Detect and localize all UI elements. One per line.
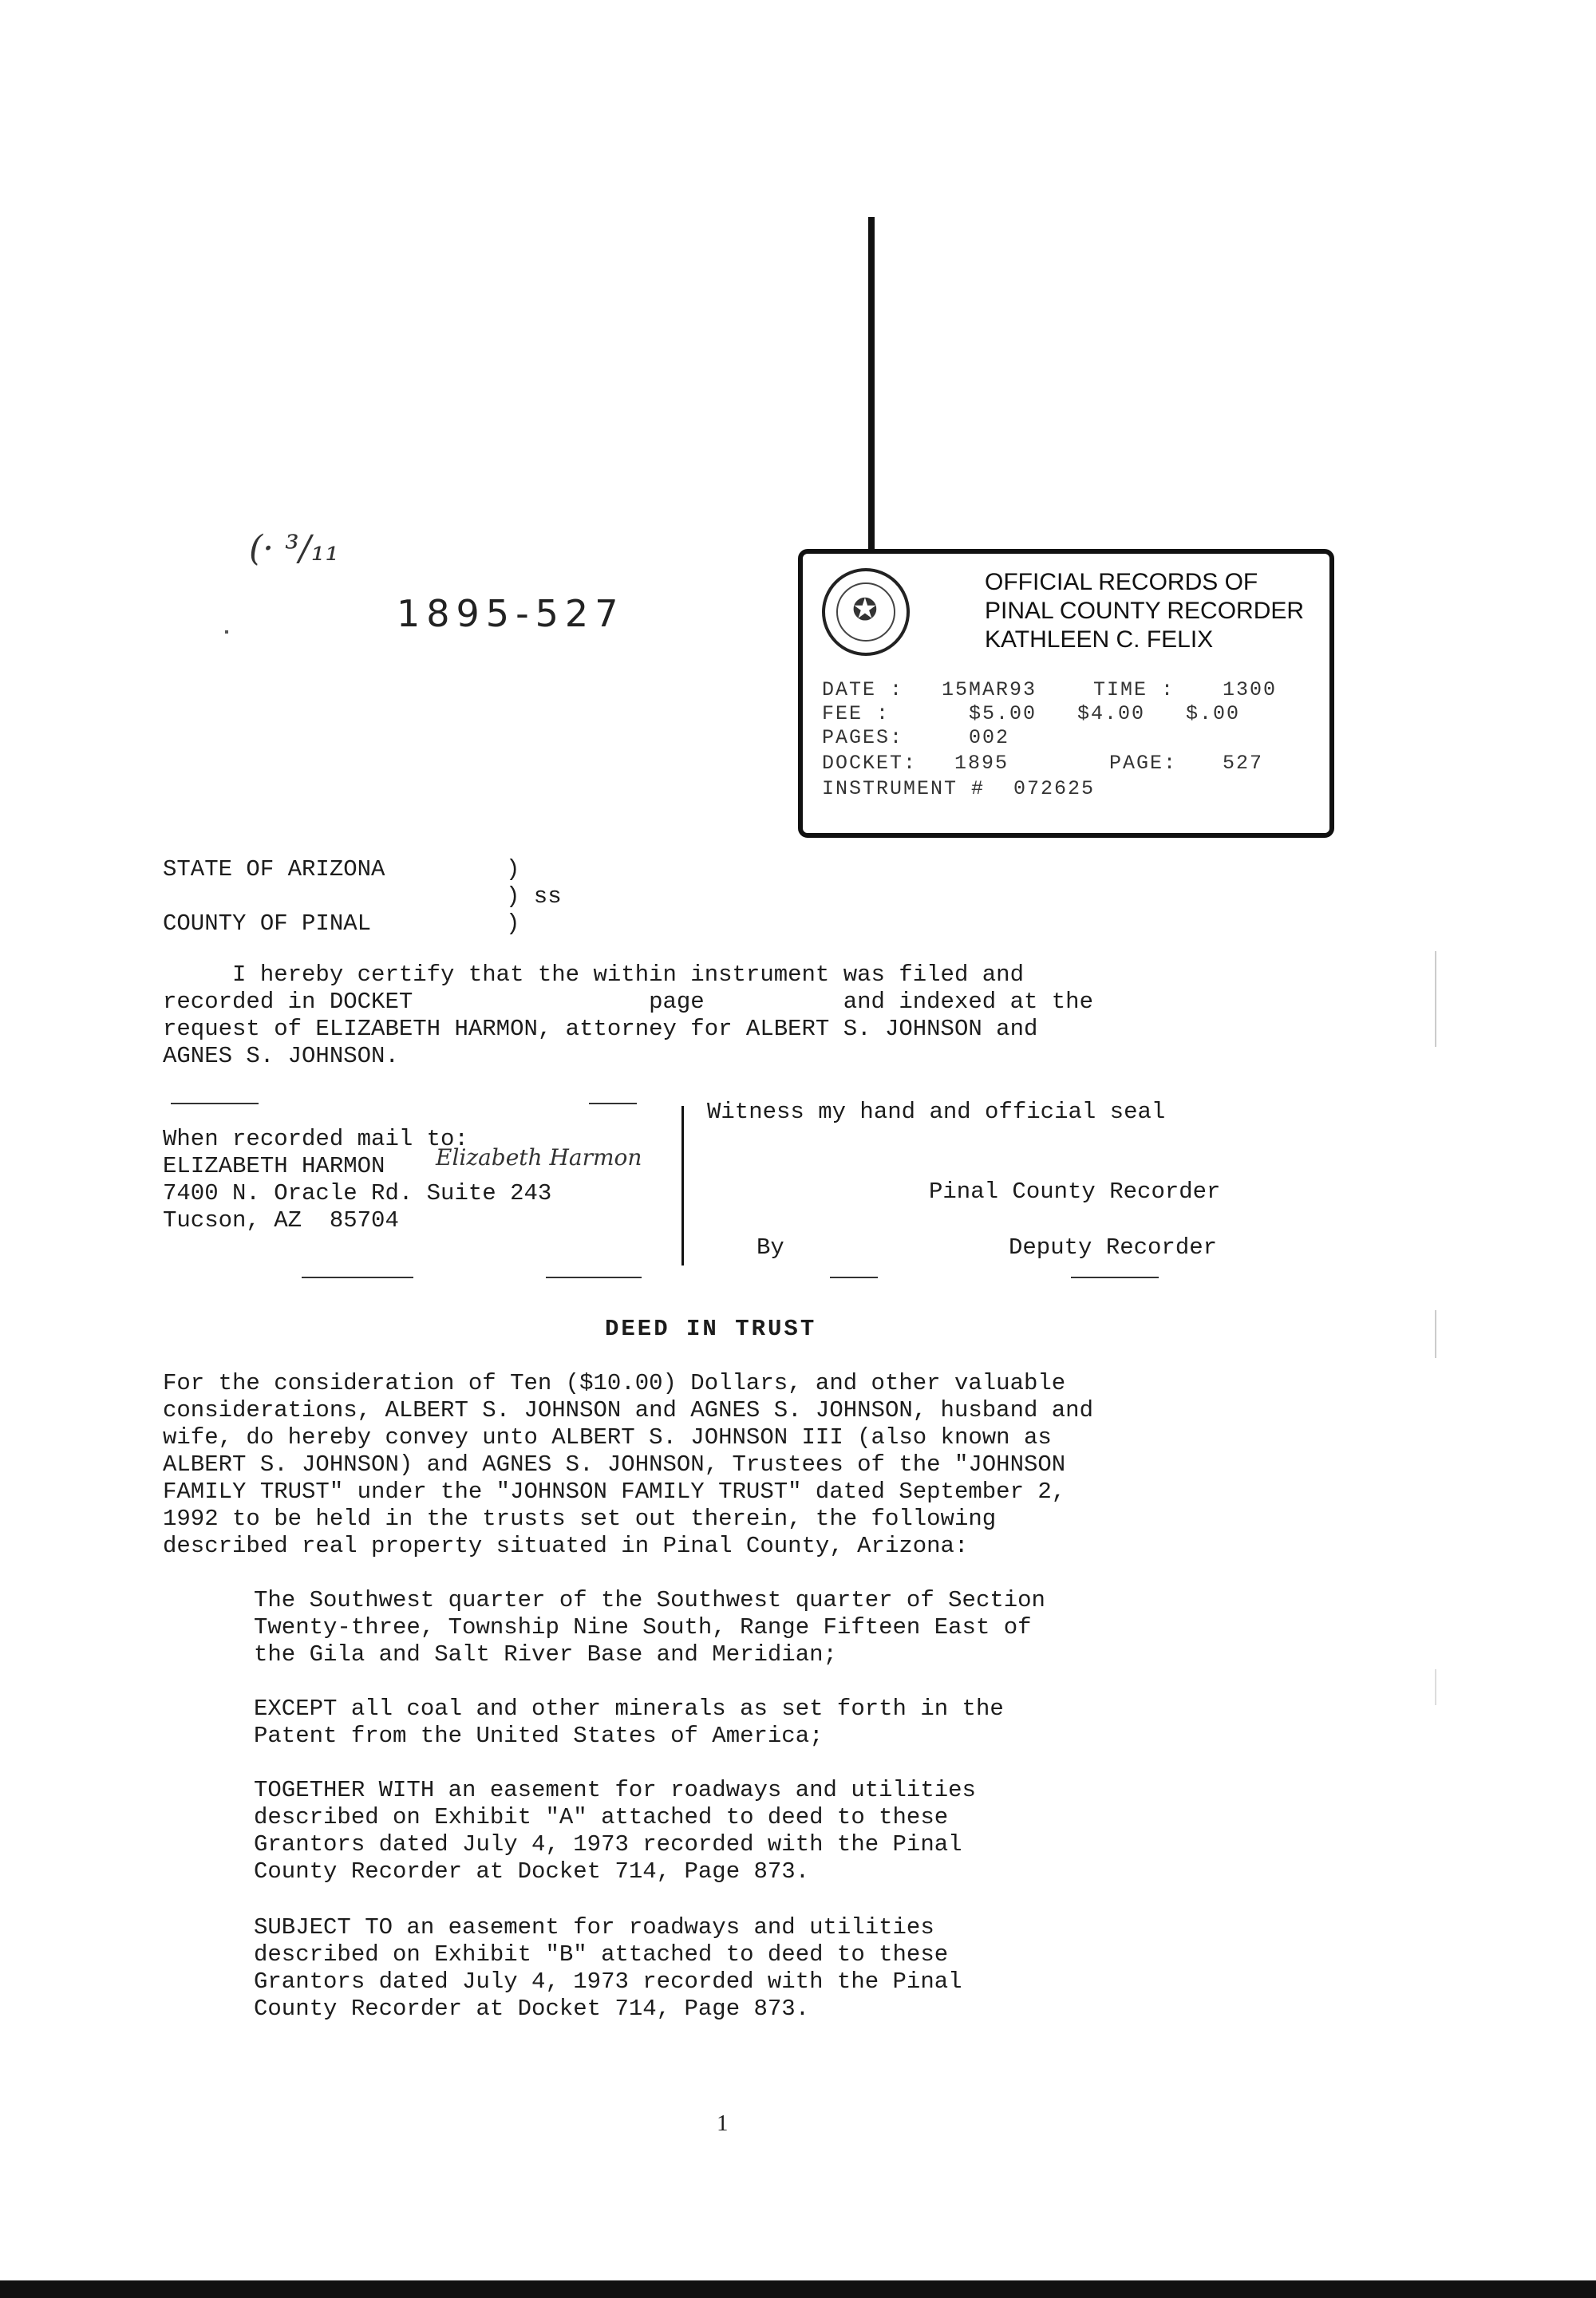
divider-bottom-1	[302, 1277, 413, 1278]
stamp-title-1: OFFICIAL RECORDS OF	[985, 569, 1258, 595]
venue-county: COUNTY OF PINAL	[163, 910, 372, 937]
handwritten-mark: (· ³/₁₁	[249, 528, 339, 569]
certification-line-4: AGNES S. JOHNSON.	[163, 1043, 399, 1069]
venue-ss: ) ss	[506, 883, 562, 910]
certification-line-2: recorded in DOCKET page and indexed at the	[163, 989, 1093, 1015]
consideration-line-6: 1992 to be held in the trusts set out therein, the following	[163, 1506, 997, 1532]
venue-state: STATE OF ARIZONA	[163, 856, 385, 882]
mail-to-signature: Elizabeth Harmon	[436, 1144, 642, 1171]
divider-bottom-3	[830, 1277, 878, 1278]
stamp-page-label: PAGE:	[1109, 752, 1178, 775]
stamp-pages-value: 002	[969, 726, 1010, 749]
divider-bottom-4	[1071, 1277, 1159, 1278]
scan-margin-mark	[1435, 951, 1436, 2148]
consideration-line-2: considerations, ALBERT S. JOHNSON and AGNES S. JOHNSON, husband and	[163, 1397, 1093, 1423]
stamp-page-value: 527	[1223, 752, 1264, 775]
mail-to-line-2: ELIZABETH HARMON	[163, 1153, 385, 1179]
mail-to-line-1: When recorded mail to:	[163, 1126, 468, 1152]
stamp-time-label: TIME :	[1093, 678, 1175, 701]
easement-b-line: County Recorder at Docket 714, Page 873.	[254, 1996, 810, 2022]
consideration-line-7: described real property situated in Pinal County, Arizona:	[163, 1533, 969, 1559]
venue-paren-1: )	[506, 856, 520, 882]
property-line: The Southwest quarter of the Southwest quarter of Section	[254, 1587, 1045, 1613]
by-label: By	[757, 1234, 784, 1261]
dot-mark	[225, 630, 228, 634]
mail-to-vertical-rule	[681, 1106, 684, 1265]
exception-line: EXCEPT all coal and other minerals as set forth in the	[254, 1696, 1004, 1722]
exception-line: Patent from the United States of America;	[254, 1723, 824, 1749]
mail-to-line-3: 7400 N. Oracle Rd. Suite 243	[163, 1180, 552, 1206]
property-line: Twenty-three, Township Nine South, Range Fifteen East of	[254, 1614, 1032, 1641]
stamp-instrument-value: 072625	[1013, 777, 1096, 800]
easement-b-line: SUBJECT TO an easement for roadways and utilities	[254, 1914, 934, 1941]
certification-line-3: request of ELIZABETH HARMON, attorney for ALBERT S. JOHNSON and	[163, 1016, 1038, 1042]
stamp-instrument-label: INSTRUMENT #	[822, 777, 986, 800]
deed-title: DEED IN TRUST	[605, 1316, 817, 1342]
stamp-title-3: KATHLEEN C. FELIX	[985, 626, 1214, 653]
stamp-date-label: DATE :	[822, 678, 904, 701]
stamp-fee-values: $5.00 $4.00 $.00	[969, 702, 1241, 725]
consideration-line-5: FAMILY TRUST" under the "JOHNSON FAMILY TRUST" dated September 2,	[163, 1479, 1066, 1505]
easement-a-line: County Recorder at Docket 714, Page 873.	[254, 1858, 810, 1885]
stamp-pages-label: PAGES:	[822, 726, 904, 749]
venue-paren-3: )	[506, 910, 520, 937]
divider-top-left	[171, 1103, 259, 1104]
deputy-recorder: Deputy Recorder	[1009, 1234, 1218, 1261]
easement-a-line: Grantors dated July 4, 1973 recorded with the Pinal	[254, 1831, 962, 1858]
easement-a-line: described on Exhibit "A" attached to deed to these	[254, 1804, 949, 1830]
stamp-title-2: PINAL COUNTY RECORDER	[985, 598, 1305, 624]
certification-line-1: I hereby certify that the within instrument was filed and	[163, 961, 1024, 988]
witness-line: Witness my hand and official seal	[707, 1099, 1166, 1125]
bottom-scan-edge	[0, 2280, 1596, 2298]
consideration-line-3: wife, do hereby convey unto ALBERT S. JOHNSON III (also known as	[163, 1424, 1052, 1451]
seal-star-icon: ✪	[852, 592, 878, 627]
stamp-fee-label: FEE :	[822, 702, 891, 725]
consideration-line-1: For the consideration of Ten ($10.00) Dollars, and other valuable	[163, 1370, 1066, 1396]
pinal-county-recorder: Pinal County Recorder	[929, 1179, 1221, 1205]
stamp-docket-value: 1895	[954, 752, 1009, 775]
divider-bottom-2	[546, 1277, 642, 1278]
property-line: the Gila and Salt River Base and Meridian;	[254, 1641, 837, 1668]
docket-page-number: 1895-527	[397, 592, 625, 635]
stamp-date-value: 15MAR93	[942, 678, 1037, 701]
divider-top-mid	[589, 1103, 637, 1104]
stamp-docket-label: DOCKET:	[822, 752, 918, 775]
mail-to-line-4: Tucson, AZ 85704	[163, 1207, 399, 1234]
easement-b-line: Grantors dated July 4, 1973 recorded with the Pinal	[254, 1968, 962, 1995]
vertical-rule	[868, 217, 875, 552]
easement-a-line: TOGETHER WITH an easement for roadways and utilities	[254, 1777, 976, 1803]
page-number: 1	[717, 2110, 729, 2136]
easement-b-line: described on Exhibit "B" attached to deed to these	[254, 1941, 949, 1968]
stamp-time-value: 1300	[1223, 678, 1278, 701]
consideration-line-4: ALBERT S. JOHNSON) and AGNES S. JOHNSON, Trustees of the "JOHNSON	[163, 1451, 1066, 1478]
